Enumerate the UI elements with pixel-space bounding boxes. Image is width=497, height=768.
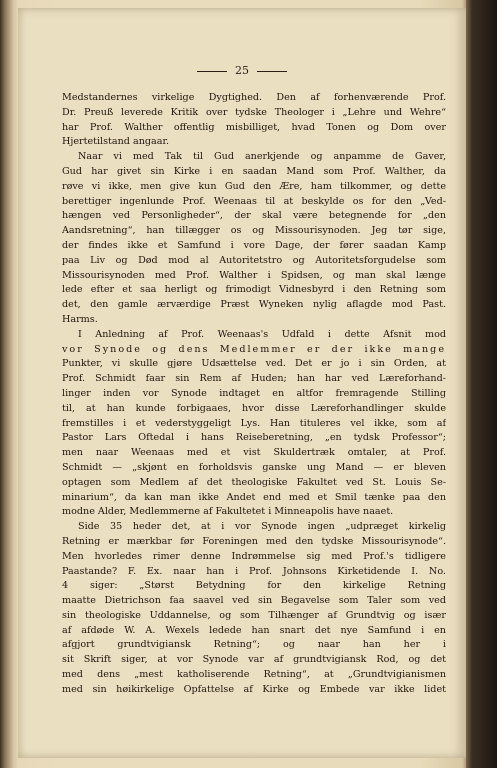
text-line: Schmidt — „skjønt en forholdsvis ganske ung Mand — er bleven <box>62 461 446 473</box>
text-line: sin theologiske Uddannelse, og som Tilhænger af Grundtvig og især <box>62 609 446 621</box>
text-line: modne Alder, Medlemmerne af Fakultetet i Minneapolis have naaet. <box>62 506 394 518</box>
text-line: det, den gamle ærværdige Præst Wyneken nylig aflagde mod Past. <box>62 299 446 311</box>
text-line: maatte Dietrichson faa saavel ved sin Begavelse som Taler som ved <box>62 595 446 607</box>
page-number: 25 <box>235 64 249 77</box>
text-line: Naar vi med Tak til Gud anerkjende og anpamme de Gaver, <box>78 151 446 163</box>
text-line: til, at han kunde forbigaaes, hvor disse Læreforhandlinger skulde <box>62 402 446 414</box>
book-right-edge <box>466 0 497 768</box>
text-line: Medstandernes virkelige Dygtighed. Den af forhenværende Prof. <box>62 92 446 103</box>
text-line: Paastande? F. Ex. naar han i Prof. Johnsons Kirketidende I. No. <box>62 565 446 577</box>
text-line: paa Liv og Død mod al Autoritetstro og Autoritetsforgudelse som <box>62 254 446 266</box>
header-rule-right <box>257 71 287 72</box>
text-line: optagen som Medlem af det theologiske Fakultet ved St. Louis Se- <box>62 476 446 488</box>
text-line: Dr. Preuß leverede Kritik over tydske Theologer i „Lehre und Wehre“ <box>62 106 446 118</box>
text-line: I Anledning af Prof. Weenaas's Udfald i dette Afsnit mod <box>78 328 446 340</box>
text-line: berettiger ingenlunde Prof. Weenaas til at beskylde os for den „Ved- <box>62 195 446 207</box>
text-line: linger inden vor Synode indtaget en altfor fremragende Stilling <box>62 387 446 399</box>
text-line: vor Synode og dens Medlemmer er der ikke mange <box>62 343 446 355</box>
text-line: Prof. Schmidt faar sin Rem af Huden; han har ved Læreforhand- <box>62 373 446 385</box>
text-line: Retning er mærkbar før Foreningen med den tydske Missourisynode“. <box>62 535 446 547</box>
text-line: der findes ikke et Samfund i vore Dage, der fører saadan Kamp <box>62 239 446 251</box>
text-line: minarium“, da kan man ikke Andet end med et Smil tænke paa den <box>62 491 446 503</box>
book-page <box>18 8 466 758</box>
text-line: sit Skrift siger, at vor Synode var af grundtvigiansk Rod, og det <box>62 654 446 666</box>
text-line: 4 siger: „Størst Betydning for den kirkelige Retning <box>62 580 446 592</box>
text-line: lede efter et saa herligt og frimodigt Vidnesbyrd i den Retning som <box>62 284 446 296</box>
text-line: Pastor Lars Oftedal i hans Reiseberetning, „en tydsk Professor“; <box>62 432 446 444</box>
text-line: har Prof. Walther offentlig misbilliget, hvad Tonen og Dom over <box>62 121 446 133</box>
text-line: Men hvorledes rimer denne Indrømmelse sig med Prof.'s tidligere <box>62 550 446 562</box>
text-line: Punkter, vi skulle gjøre Udsættelse ved. Det er jo i sin Orden, at <box>62 358 446 370</box>
text-line: Gud har givet sin Kirke i en saadan Mand som Prof. Walther, da <box>62 165 446 177</box>
text-line: Aandsretning“, han tillægger os og Missourisynoden. Jeg tør sige, <box>62 225 446 237</box>
text-line: af afdøde W. A. Wexels ledede han snart det nye Samfund i en <box>62 624 446 636</box>
page-header <box>18 64 466 77</box>
text-line: med dens „mest katholiserende Retning“, at „Grundtvigianismen <box>62 669 446 681</box>
text-line: men naar Weenaas med et vist Skuldertræk omtaler, at Prof. <box>62 447 446 459</box>
text-line: Side 35 heder det, at i vor Synode ingen „udpræget kirkelig <box>78 521 446 533</box>
header-rule-left <box>197 71 227 72</box>
text-line: fremstilles i et vederstyggeligt Lys. Han tituleres vel ikke, som af <box>62 417 446 429</box>
page-body-text <box>62 91 446 698</box>
text-line: med sin høikirkelige Opfattelse af Kirke og Embede var ikke lidet <box>62 683 446 695</box>
text-line: afgjort grundtvigiansk Retning“; og naar han her i <box>62 639 446 651</box>
text-line: hængen ved Personligheder“, der skal være betegnende for „den <box>62 210 446 222</box>
text-line: Hjertetilstand angaar. <box>62 136 170 148</box>
text-line: Harms. <box>62 313 98 325</box>
book-gutter <box>0 0 18 768</box>
text-line: røve vi ikke, men give kun Gud den Ære, ham tilkommer, og dette <box>62 180 446 192</box>
text-line: Missourisynoden med Prof. Walther i Spidsen, og man skal længe <box>62 269 446 281</box>
